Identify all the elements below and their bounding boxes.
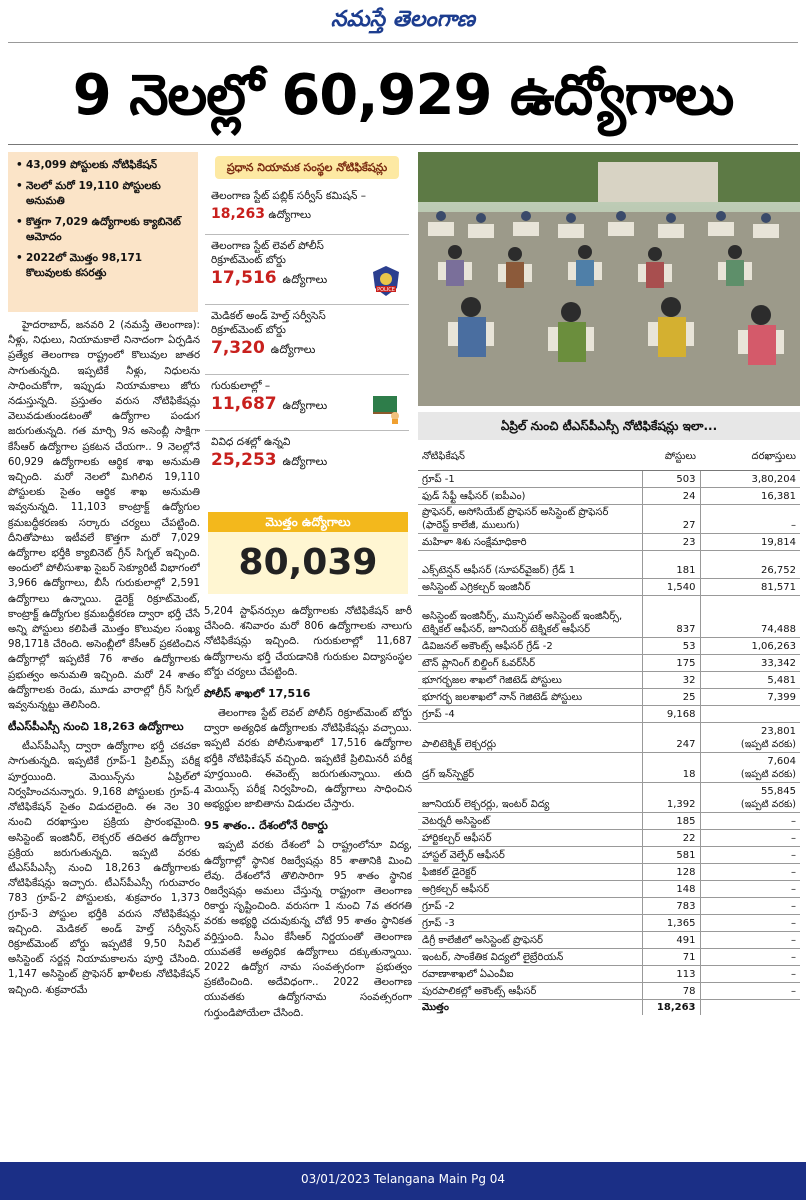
cell-applications xyxy=(700,654,800,671)
table-row xyxy=(418,931,800,948)
agency-count: 7,320 xyxy=(211,338,265,358)
total-jobs-label: మొత్తం ఉద్యోగాలు xyxy=(208,512,408,532)
applications-note: (ఇప్పటి వరకు) xyxy=(740,798,796,810)
cell-applications xyxy=(700,812,800,829)
table-row xyxy=(418,829,800,846)
applications-value: 1,06,263 xyxy=(751,640,796,652)
table-row xyxy=(418,705,800,722)
column-header: పోస్టులు xyxy=(642,444,700,470)
cell-notification: ఫుడ్ సేఫ్టీ ఆఫీసర్ (ఐపీఎం) xyxy=(418,487,642,504)
cell-notification: ఫిజికల్ డైరెక్టర్ xyxy=(418,863,642,880)
cell-posts: 9,168 xyxy=(642,705,700,722)
cell-posts: 837 xyxy=(642,595,700,637)
applications-note: (ఇప్పటి వరకు) xyxy=(740,738,796,750)
total-jobs-box xyxy=(208,512,408,594)
cell-notification: పురపాలికల్లో అకౌంట్స్ ఆఫీసర్ xyxy=(418,982,642,999)
cell-applications xyxy=(700,752,800,782)
cell-posts: 181 xyxy=(642,550,700,578)
table-row xyxy=(418,470,800,487)
applications-value: 55,845 xyxy=(761,785,796,797)
cell-posts: 503 xyxy=(642,470,700,487)
cell-notification: పాలిటెక్నిక్ లెక్చరర్లు xyxy=(418,722,642,752)
table-row xyxy=(418,880,800,897)
cell-posts: 1,540 xyxy=(642,578,700,595)
cell-notification: ఇంటర్, సాంకేతిక విద్యలో లైబ్రేరియన్ xyxy=(418,948,642,965)
cell-notification: వెటర్నరీ అసిస్టెంట్ xyxy=(418,812,642,829)
table-row xyxy=(418,654,800,671)
cell-applications xyxy=(700,705,800,722)
page-headline: 9 నెలల్లో 60,929 ఉద్యోగాలు xyxy=(72,63,734,128)
table-header-row xyxy=(418,444,800,470)
cell-notification: ప్రొఫెసర్, అసోసియేట్ ప్రొఫెసర్ అసిస్టెంట్ ప్రొఫెసర్ (ఫారెస్ట్ కాలేజీ, ములుగు) xyxy=(418,504,642,533)
cell-notification: భూగర్భజల శాఖలో గెజిటెడ్ పోస్టులు xyxy=(418,671,642,688)
applications-value: – xyxy=(791,934,796,946)
total-posts: 18,263 xyxy=(642,999,700,1015)
applications-value: – xyxy=(791,866,796,878)
table-row xyxy=(418,578,800,595)
applications-value: 16,381 xyxy=(761,490,796,502)
table-row xyxy=(418,782,800,812)
police-badge-icon xyxy=(369,264,403,298)
cell-notification: గ్రూప్ -2 xyxy=(418,897,642,914)
cell-posts: 23 xyxy=(642,533,700,550)
cell-notification: గ్రూప్ -4 xyxy=(418,705,642,722)
cell-posts: 18 xyxy=(642,752,700,782)
table-row xyxy=(418,914,800,931)
table-row xyxy=(418,752,800,782)
cell-posts: 71 xyxy=(642,948,700,965)
masthead-divider xyxy=(8,42,798,43)
agency-unit: ఉద్యోగాలు xyxy=(282,399,328,412)
cell-applications xyxy=(700,880,800,897)
article-column-1 xyxy=(8,318,200,1148)
cell-applications xyxy=(700,550,800,578)
applications-value: 5,481 xyxy=(767,674,796,686)
table-row xyxy=(418,982,800,999)
table-title: ఏప్రిల్ నుంచి టీఎస్‌పీఎస్సీ నోటిఫికేషన్లు ఇలా... xyxy=(418,412,800,440)
cell-notification: టౌన్ ప్లానింగ్ బిల్డింగ్ ఓవర్‌సీర్ xyxy=(418,654,642,671)
cell-notification: హార్టికల్చర్ ఆఫీసర్ xyxy=(418,829,642,846)
applications-value: 81,571 xyxy=(761,581,796,593)
cell-notification: జూనియర్ లెక్చరర్లు, ఇంటర్ విద్య xyxy=(418,782,642,812)
highlight-item: • కొత్తగా 7,029 ఉద్యోగాలకు క్యాబినెట్ ఆమోదం xyxy=(16,215,190,245)
cell-applications xyxy=(700,914,800,931)
cell-applications xyxy=(700,897,800,914)
applications-value: 7,604 xyxy=(767,755,796,767)
cell-applications xyxy=(700,982,800,999)
cell-posts: 1,392 xyxy=(642,782,700,812)
table-row xyxy=(418,504,800,533)
article-paragraph: టీఎస్‌పీఎస్సీ ద్వారా ఉద్యోగాల భర్తీ చకచకా సాగుతున్నది. ఇప్పటికే గ్రూప్-1 ప్రిలిమ్స్ పరీక్ష పూర్తయింది. మెయిన్స్‌ను ఏప్రిల్‌లో నిర్వహించనున్నారు. 9,168 పోస్టులకు గ్రూప్-4 నోటిఫికేషన్ సైతం విడుదలైంది. ఈ నెల 30 నుంచి దరఖాస్తుల ప్రక్రియ ప్రారంభమైంది. అసిస్టెంట్ ఇంజినీర్, లెక్చరర్ తదితర ఉద్యోగాల ప్రక్రియ జరుగుతున్నది. ఇప్పటి వరకు టీఎస్‌పీఎస్సీ నుంచి 18,263 ఉద్యోగాలకు నోటిఫికేషన్లు ఇచ్చారు. టీఎస్‌పీఎస్సీ గురువారం 783 గ్రూప్-2 పోస్టులకు, శుక్రవారం 1,373 గ్రూప్-3 పోస్టుల భర్తీకి వరుస నోటిఫికేషన్లు ఇచ్చింది. మెడికల్ అండ్ హెల్త్ సర్వీసెస్ రిక్రూట్‌మెంట్ బోర్డు ఇప్పటికే 9,50 సివిల్ అసిస్టెంట్ సర్జన్ల నియామకాలను పూర్తి చేసింది. 1,147 అసిస్టెంట్ ప్రొఫెసర్ ఖాళీలకు నోటిఫికేషన్ ఇచ్చింది. శుక్రవారమే xyxy=(8,741,200,996)
cell-notification: అసిస్టెంట్ ఎగ్రికల్చర్ ఇంజినీర్ xyxy=(418,578,642,595)
cell-notification: రవాణాశాఖలో ఏఎంవీఐ xyxy=(418,965,642,982)
applications-note: (ఇప్పటి వరకు) xyxy=(740,768,796,780)
applications-value: – xyxy=(791,951,796,963)
table-row xyxy=(418,550,800,578)
cell-notification: అగ్రికల్చర్ ఆఫీసర్ xyxy=(418,880,642,897)
cell-posts: 185 xyxy=(642,812,700,829)
agency-tspsc xyxy=(205,185,409,235)
cell-posts: 128 xyxy=(642,863,700,880)
applications-value: – xyxy=(791,815,796,827)
table-row xyxy=(418,533,800,550)
cell-notification: డిగ్రీ కాలేజీలో అసిస్టెంట్ ప్రొఫెసర్ xyxy=(418,931,642,948)
highlights-box xyxy=(8,152,198,312)
cell-notification: డ్రగ్ ఇన్‌స్పెక్టర్ xyxy=(418,752,642,782)
cell-applications xyxy=(700,533,800,550)
article-subheading: 95 శాతం.. దేశంలోనే రికార్డు xyxy=(204,819,328,833)
masthead xyxy=(0,0,806,40)
cell-posts: 53 xyxy=(642,637,700,654)
agency-others xyxy=(205,431,409,487)
agency-count: 18,263 xyxy=(211,206,266,222)
cell-applications xyxy=(700,470,800,487)
article-column-2 xyxy=(204,604,412,1148)
agency-gurukul xyxy=(205,375,409,431)
applications-value: – xyxy=(791,519,796,531)
headline-divider xyxy=(8,144,798,145)
table-row xyxy=(418,948,800,965)
cell-notification: మహిళా శిశు సంక్షేమాధికారి xyxy=(418,533,642,550)
applications-value: 26,752 xyxy=(761,564,796,576)
article-paragraph: హైదరాబాద్, జనవరి 2 (నమస్తే తెలంగాణ): నీళ్లు, నిధులు, నియామకాలే నినాదంగా ఏర్పడిన ప్రత్యేక తెలంగాణ రాష్ట్రంలో కొలువుల జాతర సాగుతున్నది. ఇప్పటికే నీళ్లు, నిధులను సాధించుకోగా, ఇప్పుడు నియామకాలు జోరు నడుస్తున్నది. ప్రస్తుతం వరుస నోటిఫికేషన్లు వెలువడుతుండటంతో ఉద్యోగాల పండుగ జరుగుతున్నది. గత మార్చి 9న అసెంబ్లీ సాక్షిగా కేసీఆర్ ఉద్యోగాల ప్రకటన చేయగా.. 9 నెలల్లోనే 60,929 ఉద్యోగాలకు ఆర్థిక శాఖ అనుమతి ఇచ్చింది. మరో నెలలో మిగిలిన 19,110 పోస్టులకు సైతం ఆర్థిక శాఖ అనుమతి ఇవ్వనున్నది. 11,103 కాంట్రాక్ట్ ఉద్యోగుల క్రమబద్ధీకరణకు సర్కారు చర్యలు చేపట్టింది. దీనితోపాటు ఇటీవలే కొత్తగా మరో 7,029 ఉద్యోగాల భర్తీకి క్యాబినెట్ గ్రీన్ సిగ్నల్ ఇచ్చింది. అందులో పోలీసుశాఖ సైబర్ సెక్యూరిటీ విభాగంలో 3,966 ఉద్యోగాలు, బీసీ గురుకులాల్లో 2,591 ఉద్యోగాలు ఉన్నాయి. డైరెక్ట్ రిక్రూట్‌మెంట్, కాంట్రాక్ట్ ఉద్యోగుల క్రమబద్ధీకరణ ద్వారా భర్తీ చేసే అన్ని పోస్టులు కలిపితే మొత్తం కొలువుల సంఖ్య 98,171కి చేరింది. అసెంబ్లీలో కేసీఆర్ ప్రకటించిన ఉద్యోగాల్లో ఇప్పటికే 76 శాతం ఉద్యోగాలకు ప్రభుత్వం అనుమతి ఇచ్చింది. మరో 24 శాతం ఉద్యోగాలకు రెండు, మూడు వారాల్లో గ్రీన్ సిగ్నల్ ఇవ్వనున్నట్టు తెలిసింది. xyxy=(8,320,200,712)
applications-value: 3,80,204 xyxy=(751,473,796,485)
total-applications xyxy=(700,999,800,1015)
cell-posts: 491 xyxy=(642,931,700,948)
cell-notification: గ్రూప్ -3 xyxy=(418,914,642,931)
cell-notification: అసిస్టెంట్ ఇంజినీర్స్, మున్సిపల్ అసిస్టెంట్ ఇంజినీర్స్, టెక్నికల్ ఆఫీసర్, జూనియర్ టెక్నికల్ ఆఫీసర్ xyxy=(418,595,642,637)
cell-applications xyxy=(700,637,800,654)
cell-applications xyxy=(700,931,800,948)
table-row xyxy=(418,846,800,863)
agency-unit: ఉద్యోగాలు xyxy=(270,343,316,356)
agency-medical xyxy=(205,305,409,375)
cell-applications xyxy=(700,863,800,880)
cell-posts: 148 xyxy=(642,880,700,897)
table-row xyxy=(418,863,800,880)
total-label: మొత్తం xyxy=(422,1001,449,1013)
column-header: నోటిఫికేషన్ xyxy=(418,444,642,470)
table-row xyxy=(418,637,800,654)
highlight-item: • 43,099 పోస్టులకు నోటిఫికేషన్ xyxy=(16,158,190,173)
agency-name: మెడికల్ అండ్ హెల్త్ సర్వీసెస్ రిక్రూట్‌మెంట్ బోర్డు xyxy=(211,310,326,336)
cell-applications xyxy=(700,722,800,752)
article-subheading: పోలీస్ శాఖలో 17,516 xyxy=(204,687,311,701)
exam-hall-photo xyxy=(418,152,800,406)
cell-posts: 581 xyxy=(642,846,700,863)
applications-value: 74,488 xyxy=(761,623,796,635)
page-footer: 03/01/2023 Telangana Main Pg 04 xyxy=(0,1162,806,1200)
cell-posts: 22 xyxy=(642,829,700,846)
agency-name: తెలంగాణ స్టేట్ లెవల్ పోలీస్ రిక్రూట్‌మెంట్ బోర్డు xyxy=(211,240,324,266)
cell-applications xyxy=(700,578,800,595)
cell-posts: 32 xyxy=(642,671,700,688)
table-row xyxy=(418,965,800,982)
cell-posts: 1,365 xyxy=(642,914,700,931)
agency-unit: ఉద్యోగాలు xyxy=(268,209,311,221)
exam-crowd-illustration xyxy=(418,152,800,406)
cell-posts: 783 xyxy=(642,897,700,914)
cell-posts: 113 xyxy=(642,965,700,982)
applications-value: – xyxy=(791,883,796,895)
highlight-item: • 2022లో మొత్తం 98,171 కొలువులకు కసరత్తు xyxy=(16,251,190,281)
applications-value: 19,814 xyxy=(761,536,796,548)
cell-posts: 78 xyxy=(642,982,700,999)
cell-notification: ఎక్స్‌టెన్షన్ ఆఫీసర్ (సూపర్‌వైజర్) గ్రేడ్ 1 xyxy=(418,550,642,578)
cell-posts: 175 xyxy=(642,654,700,671)
cell-notification: గ్రూప్ -1 xyxy=(418,470,642,487)
cell-posts: 247 xyxy=(642,722,700,752)
table-row xyxy=(418,688,800,705)
cell-posts: 25 xyxy=(642,688,700,705)
article-subheading: టీఎస్‌పీఎస్సీ నుంచి 18,263 ఉద్యోగాలు xyxy=(8,720,184,734)
agency-name: వివిధ దశల్లో ఉన్నవి xyxy=(211,436,291,448)
table-row xyxy=(418,812,800,829)
recruitment-heading: ప్రధాన నియామక సంస్థల నోటిఫికేషన్లు xyxy=(215,156,399,179)
table-row xyxy=(418,897,800,914)
cell-notification: భూగర్భ జలశాఖలో నాన్ గెజిటెడ్ పోస్టులు xyxy=(418,688,642,705)
applications-value: – xyxy=(791,985,796,997)
article-paragraph: తెలంగాణ స్టేట్ లెవల్ పోలీస్ రిక్రూట్‌మెంట్ బోర్డు ద్వారా అత్యధిక ఉద్యోగాలకు నోటిఫికేషన్లు వచ్చాయి. ఇప్పటి వరకు పోలీసుశాఖలో 17,516 ఉద్యోగాల భర్తీకి నోటిఫికేషన్ వచ్చింది. ఇప్పటికే ప్రిలిమినరీ పరీక్ష పూర్తయింది. ఈవెంట్స్ జరుగుతున్నాయి. తుది మెయిన్స్ పరీక్ష నిర్వహించి, ఉద్యోగాలు సాధించిన అభ్యర్థుల జాబితాను విడుదల చేస్తారు. xyxy=(204,708,412,811)
agency-name: గురుకులాల్లో – xyxy=(211,380,271,392)
table-row xyxy=(418,722,800,752)
cell-applications xyxy=(700,965,800,982)
agency-count: 11,687 xyxy=(211,394,277,414)
applications-value: 23,801 xyxy=(761,725,796,737)
classroom-board-icon xyxy=(369,390,403,424)
cell-notification: హాస్టల్ వెల్ఫేర్ ఆఫీసర్ xyxy=(418,846,642,863)
cell-applications xyxy=(700,595,800,637)
police-badge-text: POLICE xyxy=(377,287,395,293)
cell-applications xyxy=(700,829,800,846)
cell-posts: 24 xyxy=(642,487,700,504)
cell-notification: డివిజనల్ అకౌంట్స్ ఆఫీసర్ గ్రేడ్ -2 xyxy=(418,637,642,654)
cell-applications xyxy=(700,948,800,965)
agency-unit: ఉద్యోగాలు xyxy=(282,455,328,468)
masthead-logo-text: నమస్తే తెలంగాణ xyxy=(330,6,476,32)
cell-applications xyxy=(700,782,800,812)
agency-name: తెలంగాణ స్టేట్ పబ్లిక్ సర్వీస్ కమిషన్ – xyxy=(211,190,366,202)
column-header: దరఖాస్తులు xyxy=(700,444,800,470)
table-row xyxy=(418,671,800,688)
applications-value: 33,342 xyxy=(761,657,796,669)
tspsc-notifications-table xyxy=(418,444,800,1015)
highlight-item: • నెలలో మరో 19,110 పోస్టులకు అనుమతి xyxy=(16,179,190,209)
cell-applications xyxy=(700,671,800,688)
agency-count: 25,253 xyxy=(211,450,277,470)
article-paragraph: 5,204 స్టాఫ్‌నర్సుల ఉద్యోగాలకు నోటిఫికేషన్ జారీ చేసింది. శనివారం మరో 806 ఉద్యోగాలకు నాలుగు నోటిఫికేషన్లు ఇచ్చింది. గురుకులాల్లో 11,687 ఉద్యోగాలను భర్తీ చేయడానికి గురుకుల విద్యాసంస్థల బోర్డు చర్యలు చేపట్టింది. xyxy=(204,606,412,678)
total-jobs-value: 80,039 xyxy=(208,532,408,594)
table-row xyxy=(418,487,800,504)
applications-value: – xyxy=(791,849,796,861)
applications-value: 7,399 xyxy=(767,691,796,703)
recruitment-agencies-box xyxy=(205,152,409,508)
applications-value: – xyxy=(791,900,796,912)
applications-value: – xyxy=(791,968,796,980)
cell-applications xyxy=(700,504,800,533)
cell-applications xyxy=(700,846,800,863)
cell-applications xyxy=(700,487,800,504)
cell-posts: 27 xyxy=(642,504,700,533)
article-paragraph: ఇప్పటి వరకు దేశంలో ఏ రాష్ట్రంలోనూ విద్య, ఉద్యోగాల్లో స్థానిక రిజర్వేషన్లు 85 శాతానికి మించి లేవు. దేశంలోనే తొలిసారిగా 95 శాతం స్థానిక రిజర్వేషన్లు అమలు చేస్తున్న రాష్ట్రంగా తెలంగాణ రికార్డు సృష్టించింది. వరుసగా 1 నుంచి 7వ తరగతి వరకు అభ్యర్థి చదువుకున్న చోటే 95 శాతం స్థానికత వర్తిస్తుంది. సీఎం కేసీఆర్ నిర్ణయంతో తెలంగాణ యువతకే అత్యధిక ఉద్యోగాలు దక్కుతున్నాయి. 2022 ఉద్యోగ నామ సంవత్సరంగా ప్రభుత్వం ప్రకటించింది. అదేవిధంగా.. 2022 తెలంగాణ యువతకు ఉద్యోగనామ సంవత్సరంగా గుర్తుండిపోయేలా చేసింది. xyxy=(204,840,412,1019)
cell-applications xyxy=(700,688,800,705)
table-total-row xyxy=(418,999,800,1015)
agency-police xyxy=(205,235,409,305)
agency-unit: ఉద్యోగాలు xyxy=(282,273,328,286)
agency-count: 17,516 xyxy=(211,268,277,288)
applications-value: – xyxy=(791,917,796,929)
applications-value: – xyxy=(791,832,796,844)
table-row xyxy=(418,595,800,637)
